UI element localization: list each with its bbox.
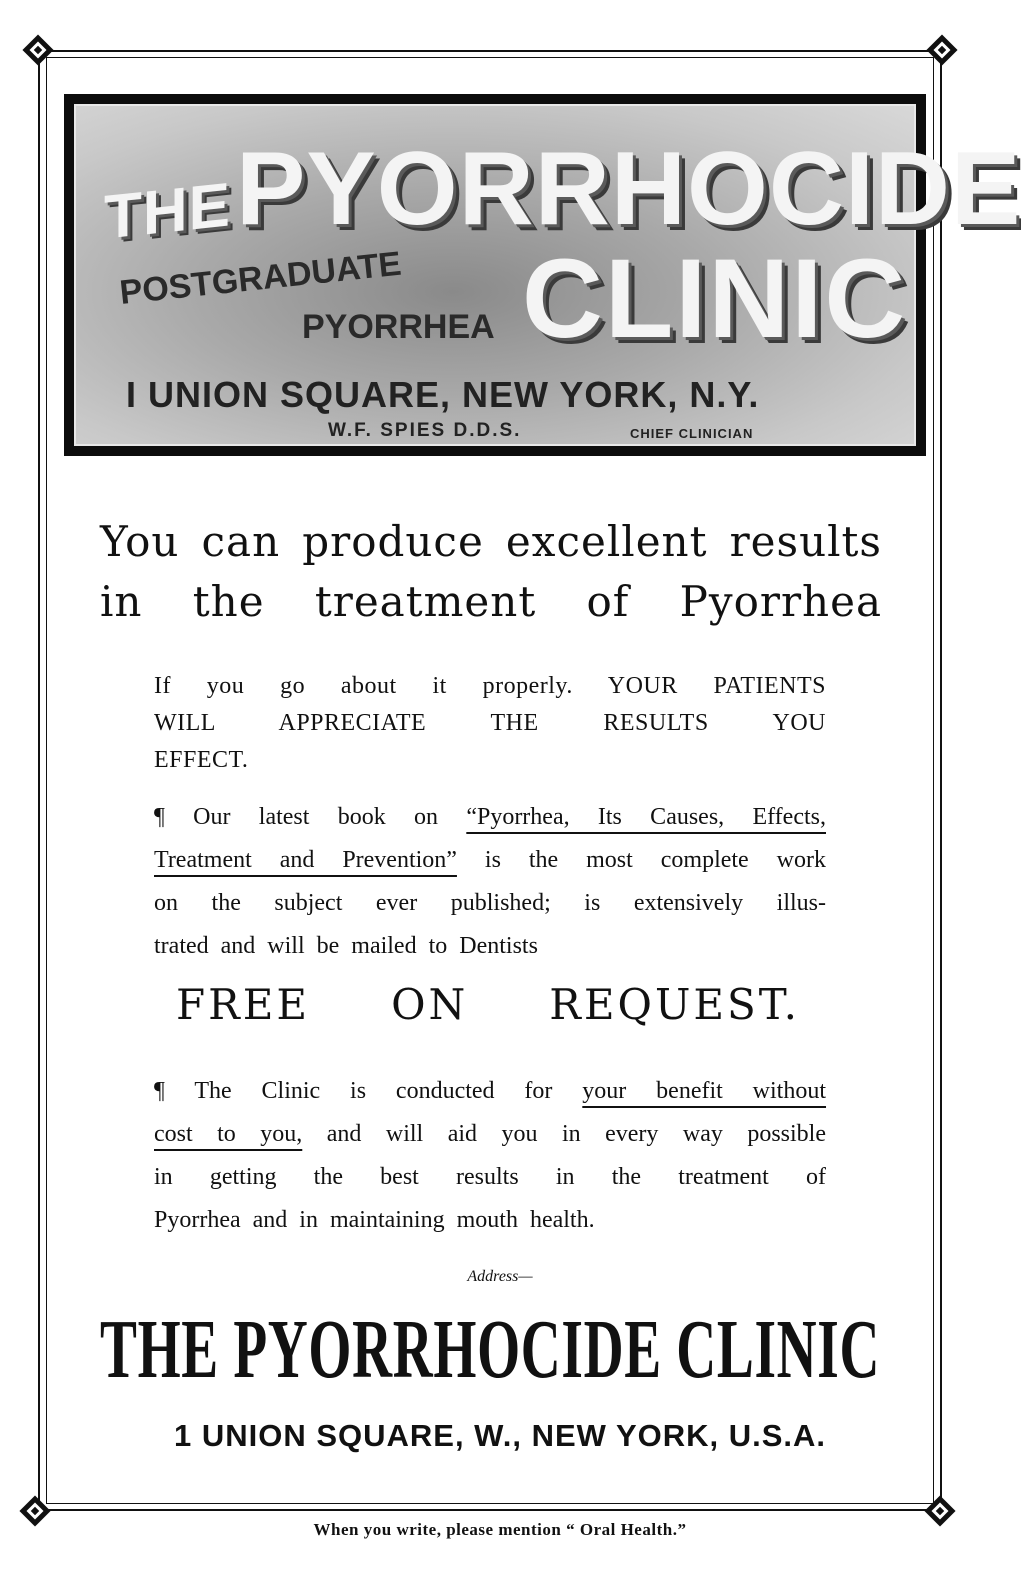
- paragraph-book-line: trated and will be mailed to Dentists: [154, 933, 538, 959]
- free-word: FREE: [176, 980, 311, 1029]
- banner-pyorrhocide: PYORRHOCIDE: [236, 131, 1021, 247]
- pilcrow-icon: ¶: [154, 1078, 165, 1104]
- paragraph-intro-line: EFFECT.: [154, 747, 249, 773]
- banner-postgraduate: POSTGRADUATE: [117, 244, 404, 313]
- clinic-address: 1 UNION SQUARE, W., NEW YORK, U.S.A.: [173, 1418, 827, 1453]
- paragraph-clinic-line: Pyorrhea and in maintaining mouth health.: [154, 1207, 595, 1233]
- benefit-underline-part-2: cost to you,: [154, 1121, 303, 1147]
- banner-panel: [74, 104, 1021, 446]
- free-on-request: [176, 980, 800, 1029]
- free-word: ON: [391, 980, 469, 1029]
- banner-clinician: W.F. SPIES D.D.S.: [328, 420, 522, 441]
- benefit-underline-part-1: your benefit without: [582, 1078, 827, 1104]
- address-label: Address—: [467, 1268, 533, 1285]
- paragraph-intro-line: WILL APPRECIATE THE RESULTS YOU: [154, 710, 826, 736]
- paragraph-clinic-line: [154, 1113, 826, 1156]
- paragraph-clinic-text: The Clinic is conducted for: [194, 1078, 583, 1104]
- paragraph-clinic: [154, 1070, 826, 1242]
- headline-line-1: You can produce excellent results: [100, 517, 882, 566]
- clinic-name: THE PYORRHOCIDE CLINIC: [100, 1303, 881, 1396]
- clinic-banner: [64, 94, 1021, 456]
- pilcrow-icon: ¶: [154, 804, 165, 830]
- paragraph-book-text: Our latest book on: [193, 804, 467, 830]
- banner-pyorrhea: PYORRHEA: [302, 308, 495, 346]
- free-word: REQUEST.: [549, 980, 800, 1029]
- book-title-part-2: Treatment and Prevention”: [154, 847, 457, 873]
- paragraph-clinic-line: in getting the best results in the treatment of: [154, 1164, 826, 1190]
- paragraph-book-line: [154, 839, 826, 882]
- banner-the: THE: [104, 170, 231, 253]
- paragraph-clinic-text: and will aid you in every way possible: [302, 1121, 826, 1147]
- headline-line-2: in the treatment of Pyorrhea: [100, 577, 882, 626]
- headline: [100, 512, 882, 632]
- banner-clinic: CLINIC: [522, 236, 908, 361]
- book-title-part-1: “Pyorrhea, Its Causes, Effects,: [466, 804, 826, 830]
- paragraph-book-line: on the subject ever published; is extensively illus-: [154, 890, 826, 916]
- paragraph-book: [154, 796, 826, 968]
- footer-note: When you write, please mention “ Oral Health.”: [313, 1520, 687, 1539]
- paragraph-intro-line: If you go about it properly. YOUR PATIENTS: [154, 673, 826, 699]
- paragraph-book-text: is the most complete work: [456, 847, 826, 873]
- banner-clinician-title: CHIEF CLINICIAN: [630, 426, 754, 441]
- paragraph-clinic-line: [154, 1070, 826, 1113]
- banner-address: I UNION SQUARE, NEW YORK, N.Y.: [126, 374, 760, 415]
- paragraph-intro: [154, 668, 826, 779]
- paragraph-book-line: [154, 796, 826, 839]
